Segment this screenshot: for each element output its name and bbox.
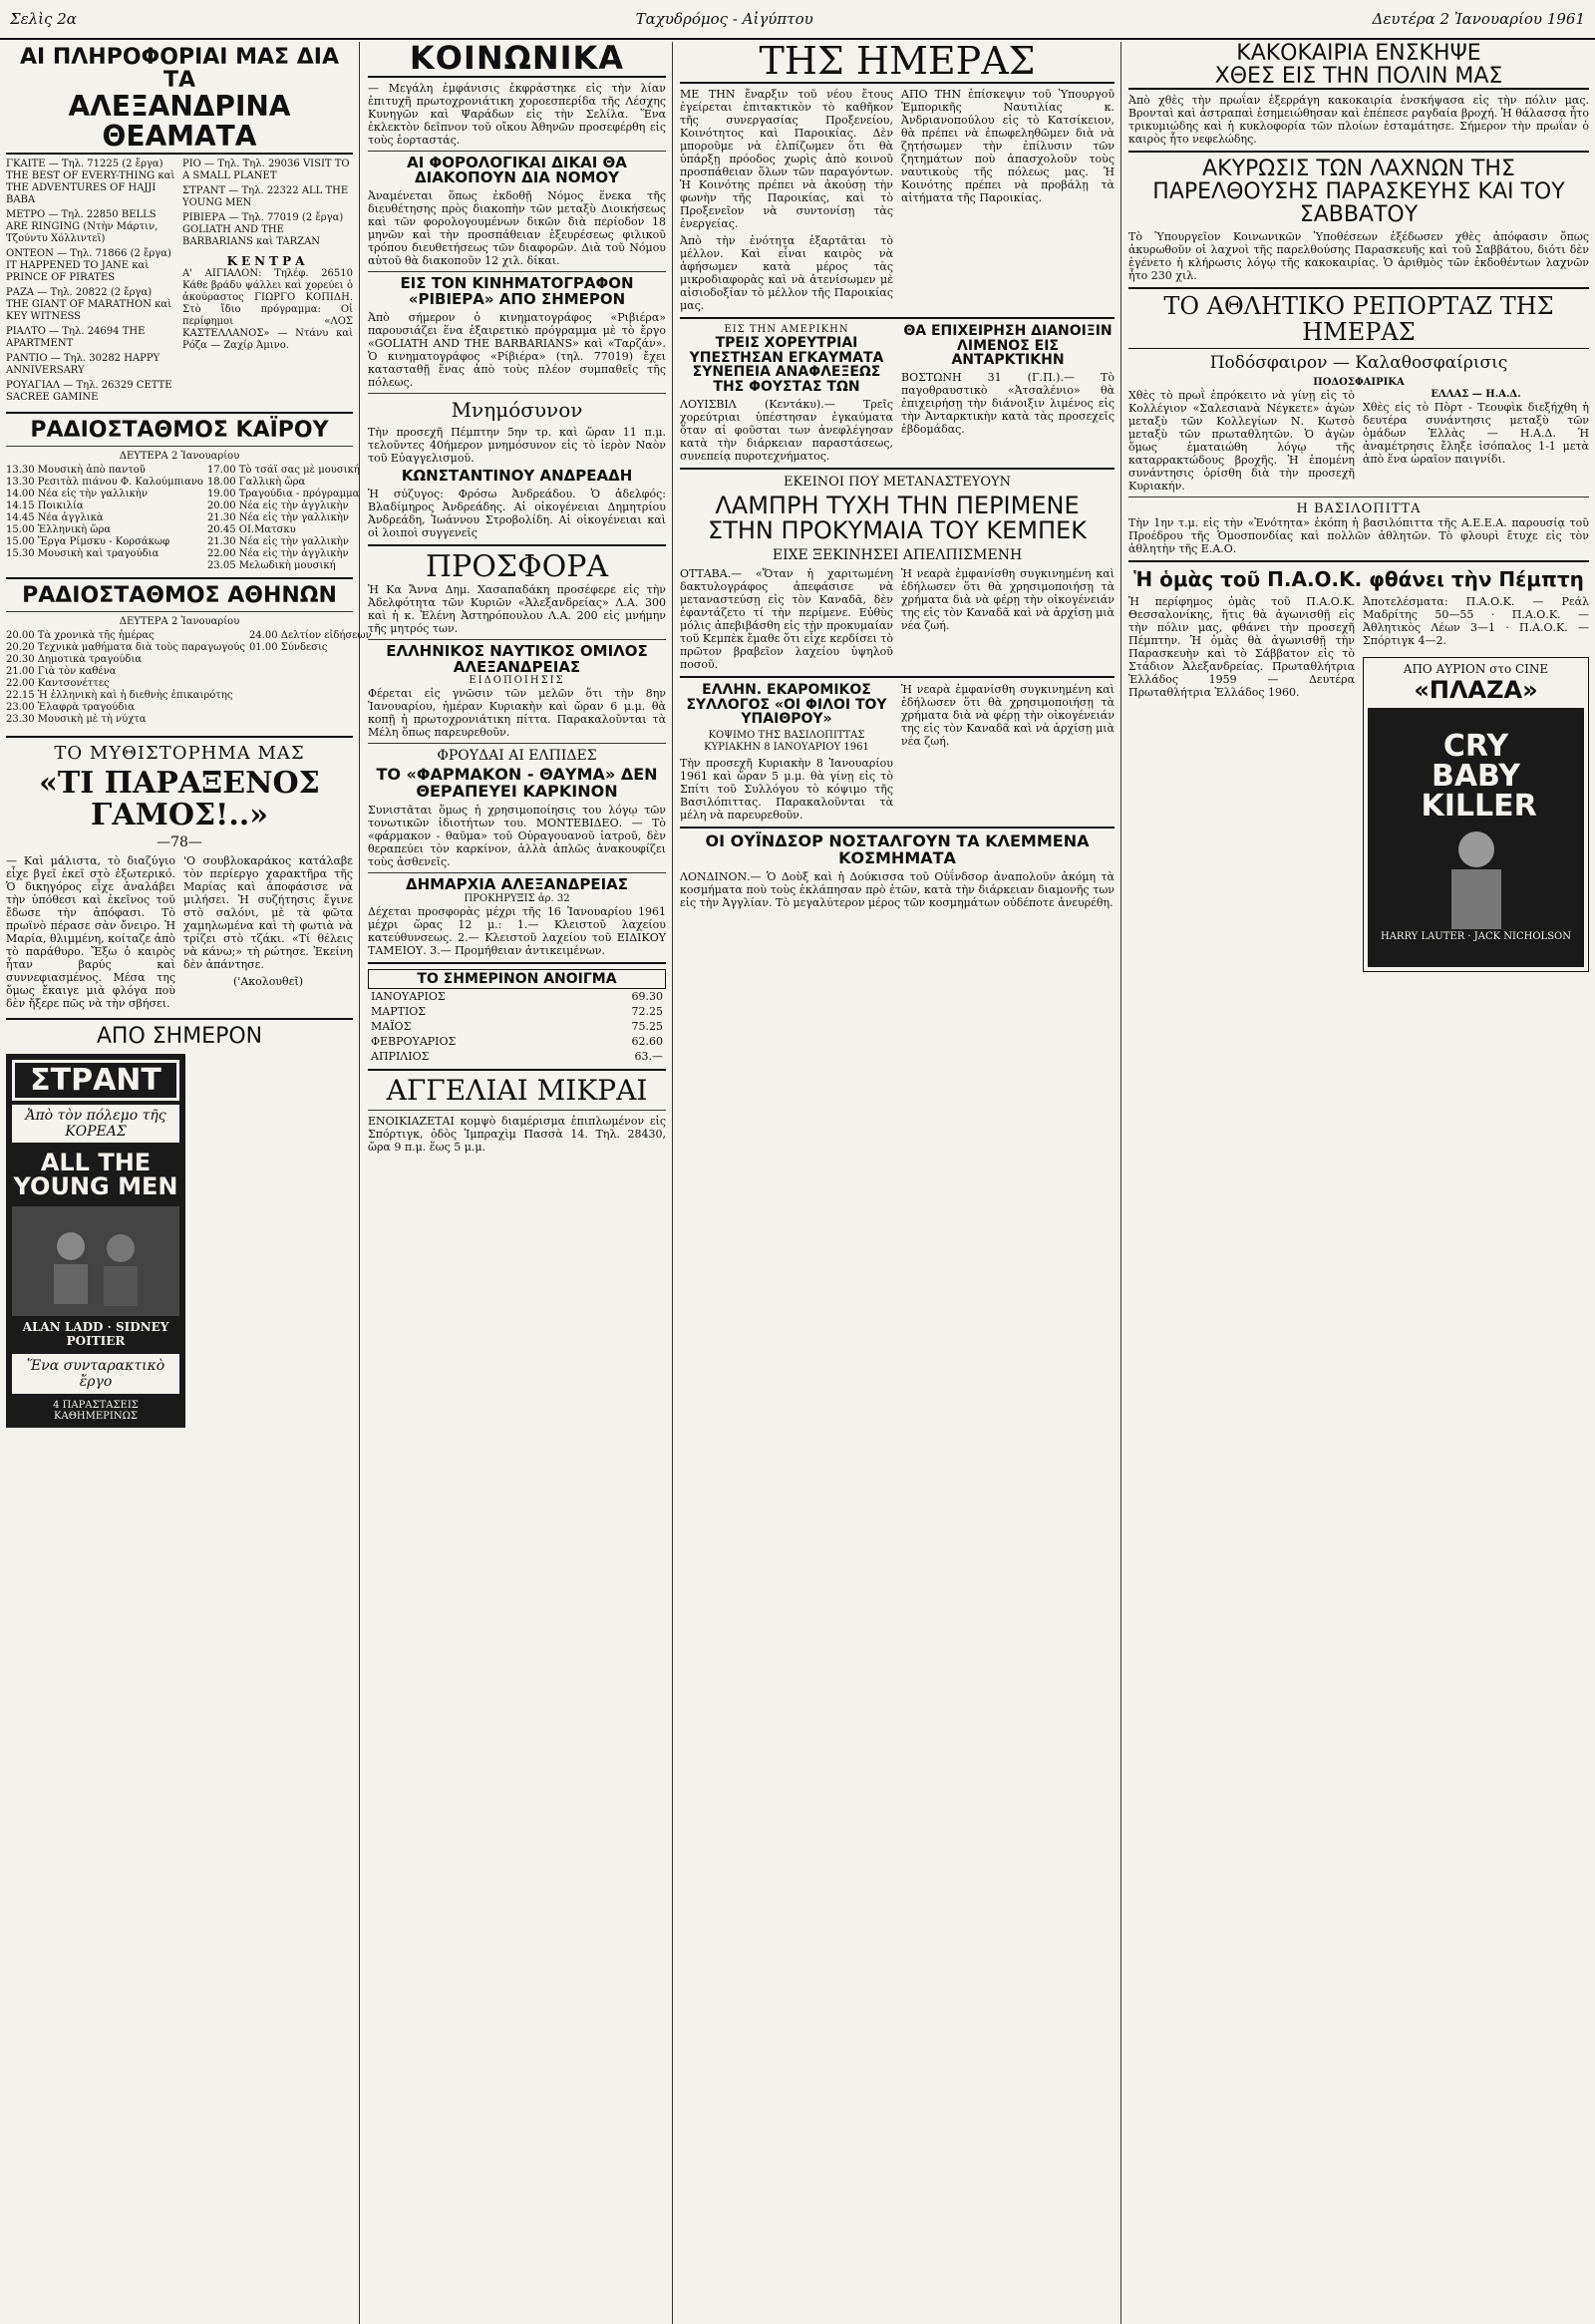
- table-row: ΜΑΪΟΣ 75.25: [371, 1020, 663, 1034]
- memorial-relatives: Ἡ σύζυγος: Φρόσω Ἀνδρεάδου. Ὁ ἀδελφός: Βλαδίμηρος Ἀνδρεάδης. Αἱ οἰκογένειαι Δημητρίου Ἀνδρεάδη, Ἰωάννου Στροβολίδη. Αἱ οἰκογένειαι καὶ οἱ λοιποὶ συγγενεῖς: [368, 488, 666, 540]
- schedule-item: 22.00 Καντσονέττες: [6, 678, 110, 690]
- novel-continued: ('Ακολουθεῖ): [233, 975, 303, 989]
- schedule-item: 21.30 Νέα εἰς τὴν γαλλικὴν: [206, 536, 349, 548]
- day-title: ΤΗΣ ΗΜΕΡΑΣ: [680, 42, 1115, 84]
- schedule-item: 19.00 Τραγούδια - πρόγραμμα: [206, 489, 360, 500]
- quebec-subhead: ΕΙΧΕ ΞΕΚΙΝΗΣΕΙ ΑΠΕΛΠΙΣΜΕΝΗ: [772, 547, 1023, 564]
- nautical-club-text: Φέρεται εἰς γνῶσιν τῶν μελῶν ὅτι τὴν 8ην Ἰανουαρίου, ἡμέραν Κυριακὴν καὶ ὥραν 6 μ.μ. θὰ κοπῇ ἡ πρωτοχρονιάτικη πίττα. Παρακαλοῦνται τὰ Μέλη ὅπως παρευρεθοῦν.: [368, 687, 666, 740]
- quebec-headline: ΛΑΜΠΡΗ ΤΥΧΗ ΤΗΝ ΠΕΡΙΜΕΝΕ ΣΤΗΝ ΠΡΟΚΥΜΑΙΑ ΤΟΥ ΚΕΜΠΕΚ: [708, 491, 1087, 544]
- theatres-title: ΑΛΕΞΑΝΔΡΙΝΑ ΘΕΑΜΑΤΑ: [6, 92, 353, 155]
- hopes-title: ΦΡΟΥΔΑΙ ΑΙ ΕΛΠΙΔΕΣ: [437, 748, 597, 765]
- schedule-item: 15.00 Ἑλληνικὴ ὥρα: [6, 524, 112, 536]
- offering-text: Ἡ Κα Ἄννα Δημ. Χασαπαδάκη προσέφερε εἰς τὴν Ἀδελφότητα τῶν Κυριῶν «Ἀλεξανδρείας» Λ.Α. 300 καὶ ἡ κ. Ἑλένη Ἀστηρόπουλου Λ.Α. 200 εἰς μνήμην τῆς μητρός των.: [368, 582, 666, 635]
- cinema-entry: ΓΚΑΙΤΕ — Τηλ. 71225 (2 ἔργα) THE BEST OF EVERY-THING καὶ THE ADVENTURES OF HAJJI BABA: [6, 158, 175, 205]
- radio-cairo-date: ΔΕΥΤΕΡΑ 2 Ἰανουαρίου: [119, 451, 240, 463]
- cinema-entry: ΡΙΟ — Τηλ. Τηλ. 29036 VISIT TO A SMALL PLANET: [182, 158, 350, 181]
- paok-results: Ἀποτελέσματα: Π.Α.Ο.Κ. — Ρεάλ Μαδρίτης 50—55 · Π.Α.Ο.Κ. — Ἀθλητικὸς Λέων 3—1 · Π.Α.Ο.Κ. — Σπόρτιγκ 4—2.: [1363, 594, 1589, 647]
- newspaper-name: Ταχυδρόμος - Αἰγύπτου: [635, 10, 813, 28]
- america-title: ΕΙΣ ΤΗΝ ΑΜΕΡΙΚΗΝ: [724, 323, 849, 335]
- lottery-text: Τὸ Ὑπουργεῖον Κοινωνικῶν Ὑποθέσεων ἐξέδωσεν χθὲς ἀπόφασιν ὅπως ἀκυρωθοῦν οἱ λαχνοὶ τῆς παρελθούσης Παρασκευῆς καὶ τοῦ Σαββάτου, διότι δὲν ἐγένετο ἡ κλήρωσις λόγῳ τῆς κακοκαιρίας. Ὁ ἀριθμὸς τῶν ἐκδοθέντων λαχνῶν ἦτο 230 χιλ.: [1128, 230, 1589, 283]
- cinema-entry: ΣΤΡΑΝΤ — Τηλ. 22322 ALL THE YOUNG MEN: [182, 184, 349, 208]
- schedule-item: 13.30 Μουσικὴ ἀπὸ παντοῦ: [6, 465, 146, 477]
- novel-text: — Καὶ μάλιστα, τὸ διαζύγιο εἶχε βγεῖ ἐκεῖ στὸ ἐξωτερικό. Ὁ δικηγόρος εἶχε ἀναλάβει τὴν ὑπόθεσι καὶ ἐκεῖνος τοῦ ἔδωσε τὴν ἀπόφασι. Τὸ πρωϊνὸ πέρασε σὰν ὄνειρο. Ἡ Μαρία, θλιμμένη, κοίταζε ἀπὸ τὸ παράθυρο. Ἔξω ὁ καιρὸς ἦταν βαρύς καὶ συννεφιασμένος. Μέσα της ὅμως ἔκαιγε μιὰ φλόγα ποὺ δὲν ἤξερε πῶς νὰ τὴν σβήσει.: [6, 854, 175, 1011]
- football-text: Χθὲς τὸ πρωῒ ἐπρόκειτο νὰ γίνῃ εἰς τὸ Κολλέγιον «Σαλεσιανὰ Νέγκετε» ἀγὼν μεταξὺ τῶν Κολλεγίων Ν. Κωτσὸ μεταξὺ τῶν πρωταθλητῶν. Ὁ ἀγὼν ὅμως ἐματαιώθη λόγῳ τῆς καταρρακτώδους βροχῆς. Ἡ ἑπομένη συνάντησις ὁρίσθη διὰ τὴν προσεχῆ Κυριακήν.: [1128, 388, 1355, 493]
- antarctic-headline: ΘΑ ΕΠΙΧΕΙΡΗΣΗ ΔΙΑΝΟΙΞΙΝ ΛΙΜΕΝΟΣ ΕΙΣ ΑΝΤΑΡΚΤΙΚΗΝ: [903, 322, 1113, 369]
- today-title: ΑΠΟ ΣΗΜΕΡΟΝ: [96, 1024, 263, 1050]
- schedule-item: 20.00 Τὰ χρονικὰ τῆς ἡμέρας: [6, 630, 155, 642]
- ad-tagline: Ἀπὸ τὸν πόλεμο τῆς ΚΟΡΕΑΣ: [12, 1105, 179, 1143]
- day-text-3: ΑΠΟ ΤΗΝ ἐπίσκεψιν τοῦ Ὑπουργοῦ Ἐμπορικῆς Ναυτιλίας κ. Ἀνδριανοπούλου εἰς τὸ Κατσίκειον, θὰ πρέπει νὰ ἐπωφεληθῶμεν διὰ νὰ ζητήσωμεν τὴν ἐπίλυσιν τῶν ζητημάτων ποὺ ἀπασχολοῦν τοὺς ναυτικοὺς τῆς πόλεως μας. Ἡ Κοινότης πρέπει νὰ προβάλῃ τὰ αἰτήματα τῆς Παροικίας.: [901, 87, 1115, 204]
- memorial-text: Τὴν προσεχῆ Πέμπτην 5ην τρ. καὶ ὥραν 11 π.μ. τελοῦντες 40ήμερον μνημόσυνον εἰς τὸ ἱερὸν Ναὸν τοῦ Εὐαγγελισμοῦ.: [368, 425, 666, 465]
- weather-text: Ἀπὸ χθὲς τὴν πρωΐαν ἐξερράγη κακοκαιρία ἐνσκήψασα εἰς τὴν πόλιν μας. Βρονταὶ καὶ ἀστραπαὶ ἐσημειώθησαν καὶ ἐπέπεσε ραγδαία βροχή. Ἡ θάλασσα ἦτο τρικυμιώδης καὶ ἡ κυκλοφορία τῶν πλοίων ἐσταμάτησε. Σήμερον τὴν πρωΐαν ὁ καιρὸς ἦτο νεφελώδης.: [1128, 94, 1589, 147]
- novel-text-2: 'Ο σουβλοκαράκος κατάλαβε τὸν περίεργο χαρακτῆρα τῆς Μαρίας καὶ ἀποφάσισε νὰ μιλήσει. Ἡ συζήτησις ἔγινε στὸ σαλόνι, μὲ τὰ φῶτα χαμηλωμένα καὶ τὴ φωτιὰ νὰ τρίζει στὸ τζάκι. «Τί θέλεις νὰ κάνω;» τὴ ρώτησε. Ἐκείνη δὲν ἀπάντησε.: [183, 854, 353, 972]
- club-subhead: ΚΟΨΙΜΟ ΤΗΣ ΒΑΣΙΛΟΠΙΤΤΑΣ ΚΥΡΙΑΚΗΝ 8 ΙΑΝΟΥΑΡΙΟΥ 1961: [704, 730, 869, 754]
- cinema-entry: ΡΑΖΑ — Τηλ. 20822 (2 ἔργα) THE GIANT OF MARATHON καὶ KEY WITNESS: [6, 286, 172, 322]
- riviera-text: Ἀπὸ σήμερον ὁ κινηματογράφος «Ριβιέρα» παρουσιάζει ἕνα ἐξαιρετικὸ πρόγραμμα μὲ τὸ ἔργο «GOLIATH AND THE BARBARIANS» καὶ «Ταρζάν». Ὁ κινηματογράφος «Ρίβιέρα» (τηλ. 77019) ἔχει κατασταθῇ ἕνας ἀπὸ τοὺς πλέον συμπαθεῖς τῆς πόλεως.: [368, 310, 666, 389]
- column-of-the-day: [674, 39, 1121, 2324]
- column-news-sports: [1122, 42, 1595, 2324]
- schedule-item: 22.00 Νέα εἰς τὴν ἀγγλικὴν: [206, 548, 349, 560]
- memorial-title: Μνημόσυνον: [451, 397, 583, 422]
- classifieds-title: ΑΓΓΕΛΙΑΙ ΜΙΚΡΑΙ: [386, 1074, 648, 1108]
- cinema-list-left: [6, 159, 176, 407]
- paok-headline: Ἡ ὁμὰς τοῦ Π.Α.Ο.Κ. φθάνει τὴν Πέμπτη: [1133, 566, 1584, 591]
- cine-plaza-ad: [1363, 657, 1589, 972]
- page-number: Σελὶς 2α: [10, 10, 77, 28]
- vasilopitta-title: Η ΒΑΣΙΛΟΠΙΤΤΑ: [1296, 500, 1422, 516]
- article-filler: Ἡ νεαρὰ ἐμφανίσθη συγκινημένη καὶ ἐδήλωσεν ὅτι θὰ χρησιμοποιήσῃ τὰ χρήματα διὰ νὰ φέρῃ τὴν οἰκογένειάν της εἰς τὸν Καναδᾶ καὶ νὰ ἀρχίσῃ μιὰ νέα ζωή.: [901, 683, 1115, 749]
- radio-cairo-right: [207, 465, 360, 572]
- schedule-item: 01.00 Σύνδεσις: [248, 642, 328, 654]
- club-headline: ΕΛΛΗΝ. ΕΚΑΡΟΜΙΚΟΣ ΣΥΛΛΟΓΟΣ «ΟΙ ΦΙΛΟΙ ΤΟΥ ΥΠΑΙΘΡΟΥ»: [686, 682, 887, 728]
- drug-title: ΤΟ «ΦΑΡΜΑΚΟΝ - ΘΑΥΜΑ» ΔΕΝ ΘΕΡΑΠΕΥΕΙ ΚΑΡΚΙΝΟΝ: [376, 765, 658, 802]
- radio-cairo-left: [6, 465, 203, 572]
- schedule-item: 21.30 Νέα εἰς τὴν γαλλικὴν: [206, 512, 349, 524]
- weather-title: ΚΑΚΟΚΑΙΡΙΑ ΕΝΣΚΗΨΕ: [1236, 41, 1481, 66]
- tax-title: ΑΙ ΦΟΡΟΛΟΓΙΚΑΙ ΔΙΚΑΙ ΘΑ ΔΙΑΚΟΠΟΥΝ ΔΙΑ ΝΟΜΟΥ: [407, 153, 627, 187]
- sports-title: ΤΟ ΑΘΛΗΤΙΚΟ ΡΕΠΟΡΤΑΖ ΤΗΣ ΗΜΕΡΑΣ: [1128, 294, 1589, 348]
- municipality-text: Δέχεται προσφορὰς μέχρι τῆς 16 Ἰανουαρίου 1961 μέχρι ὥρας 12 μ.: 1.— Κλειστοῦ λαχείου κατεύθυνσεως. 2.— Κλειστοῦ λαχείου τοῦ ΕΙΔΙΚΟΥ ΤΑΜΕΙΟΥ. 3.— Προμήθειαν ἀντικειμένων.: [368, 904, 666, 957]
- dancers-text: ΛΟΥΙΣΒΙΛ (Κεντάκυ).— Τρεῖς χορεύτριαι ὑπέστησαν ἐγκαύματα ὅταν αἱ φοῦσται των ἀνεφλέγησαν κατὰ τὴν διάρκειαν παραστάσεως, συνεπείᾳ πυροτεχνήματος.: [680, 397, 893, 463]
- day-text-2: Ἀπὸ τὴν ἑνότητα ἐξαρτᾶται τὸ μέλλον. Καὶ εἶναι καιρὸς νὰ ἀφήσωμεν κατὰ μέρος τὰς μικροδιαφορὰς καὶ νὰ ἀτενίσωμεν μὲ αἰσιοδοξίαν τὸ μέλλον τῆς Παροικίας μας.: [680, 233, 893, 312]
- municipality-sub: ΠΡΟΚΗΡΥΞΙΣ ἀρ. 32: [464, 892, 570, 904]
- table-row: ΑΠΡΙΛΙΟΣ 63.—: [371, 1050, 663, 1064]
- nautical-club-title: ΕΛΛΗΝΙΚΟΣ ΝΑΥΤΙΚΟΣ ΟΜΙΛΟΣ ΑΛΕΞΑΝΔΡΕΙΑΣ: [386, 641, 648, 676]
- schedule-item: 20.45 ΟΙ.Ματσκυ: [206, 524, 296, 536]
- schedule-item: 23.30 Μουσικὴ μὲ τὴ νύχτα: [6, 714, 147, 726]
- schedule-item: 22.15 Ἡ ἑλληνικὴ καὶ ἡ διεθνὴς ἐπικαιρότης: [6, 690, 233, 702]
- ad-shows: 4 ΠΑΡΑΣΤΑΣΕΙΣ ΚΑΘΗΜΕΡΙΝΩΣ: [53, 1400, 139, 1423]
- schedule-item: 21.00 Γιὰ τὸν καθένα: [6, 666, 117, 678]
- movie-ad-strand: [6, 1054, 185, 1428]
- sports-subtitle: Ποδόσφαιρον — Καλαθοσφαίρισις: [1209, 352, 1508, 373]
- tax-text: Ἀναμένεται ὅπως ἐκδοθῇ Νόμος ἕνεκα τῆς διευθέτησης πρὸς διακοπὴν τῶν μεταξὺ Διοικήσεως καὶ τῶν φορολογουμένων δικῶν διὰ περίοδον 18 μηνῶν καὶ τὴν προσπάθειαν ἐξευρέσεως φιλικοῦ τρόπου διευθετήσεως τῶν διαφορῶν. Διὰ τοῦ Νόμου αὐτοῦ θὰ διακοποῦν 12 χιλ. δίκαι.: [368, 189, 666, 268]
- cinema-entry: ΡΑΝΤΙΟ — Τηλ. 30282 HAPPY ANNIVERSARY: [6, 352, 160, 376]
- cotton-opening-title: ΤΟ ΣΗΜΕΡΙΝΟΝ ΑΝΟΙΓΜΑ: [368, 969, 666, 990]
- schedule-item: 17.00 Τὸ τσάϊ σας μὲ μουσική: [206, 465, 360, 477]
- quebec-text-2: Ἡ νεαρὰ ἐμφανίσθη συγκινημένη καὶ ἐδήλωσεν ὅτι θὰ χρησιμοποιήσῃ τὰ χρήματα διὰ νὰ φέρῃ τὴν οἰκογένειάν της εἰς τὸν Καναδᾶ καὶ νὰ ἀρχίσῃ μιὰ νέα ζωή.: [901, 567, 1115, 633]
- table-row: ΜΑΡΤΙΟΣ 72.25: [371, 1005, 663, 1019]
- cine-ad-name: «ΠΛΑΖΑ»: [1414, 675, 1538, 704]
- schedule-item: 14.45 Νέα ἀγγλικὰ: [6, 512, 104, 524]
- cine-ad-figure-icon: [1417, 822, 1536, 931]
- column-social: [362, 39, 673, 2324]
- kentra-title: ΚΕΝΤΡΑ: [226, 253, 309, 268]
- radio-athens-title: ΡΑΔΙΟΣΤΑΘΜΟΣ ΑΘΗΝΩΝ: [22, 583, 337, 609]
- football-section: ΠΟΔΟΣΦΑΙΡΙΚΑ: [1313, 376, 1405, 388]
- dancers-headline: ΤΡΕΙΣ ΧΟΡΕΥΤΡΙΑΙ ΥΠΕΣΤΗΣΑΝ ΕΓΚΑΥΜΑΤΑ ΣΥΝΕΠΕΙΑ ΑΝΑΦΛΕΞΕΩΣ ΤΗΣ ΦΟΥΣΤΑΣ ΤΩΝ: [689, 334, 884, 395]
- page-header: [0, 0, 1595, 40]
- cinema-entry: ΡΙΒΙΕΡΑ — Τηλ. 77019 (2 ἔργα) GOLIATH AND THE BARBARIANS καὶ TARZAN: [182, 211, 344, 247]
- schedule-item: 14.15 Ποικιλία: [6, 500, 84, 512]
- classified-ad: ΕΝΟΙΚΙΑΖΕΤΑΙ κομψὸ διαμέρισμα ἐπιπλωμένον εἰς Σπόρτιγκ, ὁδὸς Ἰμπραχὶμ Πασσὰ 14. Τηλ. 28430, ὥρα 9 π.μ. ἕως 5 μ.μ.: [368, 1114, 666, 1154]
- radio-athens-right: [249, 630, 372, 726]
- elas-text: Χθὲς εἰς τὸ Πὸρτ - Τεουφὶκ διεξήχθη ἡ δευτέρα συνάντησις μεταξὺ τῶν ὁμάδων Ἑλλὰς — Η.Α.Δ. Ἡ ἀναμέτρησις ἔληξε ἰσόπαλος 1-1 μετὰ ἀπὸ ἕνα ὡραῖον παιγνίδι.: [1363, 400, 1589, 466]
- schedule-item: 20.00 Νέα εἰς τὴν ἀγγλικὴν: [206, 500, 349, 512]
- schedule-item: 20.20 Τεχνικὰ μαθήματα διὰ τοὺς παραγωγούς: [6, 642, 245, 654]
- ad-photo: [12, 1206, 179, 1316]
- ad-cinema: ΣΤΡΑΝΤ: [12, 1060, 179, 1101]
- table-row: ΦΕΒΡΟΥΑΡΙΟΣ 62.60: [371, 1035, 663, 1049]
- antarctic-text: ΒΟΣΤΩΝΗ 31 (Γ.Π.).— Τὸ παγοθραυστικὸ «Ἀτσαλένιο» θὰ ἐπιχειρήσῃ τὴν διάνοιξιν λιμένος εἰς τὴν Ἀνταρκτικὴν κατὰ τὰς προσεχεῖς ἑβδομάδας.: [901, 370, 1115, 436]
- lottery-title: ΑΚΥΡΩΣΙΣ ΤΩΝ ΛΑΧΝΩΝ ΤΗΣ ΠΑΡΕΛΘΟΥΣΗΣ ΠΑΡΑΣΚΕΥΗΣ ΚΑΙ ΤΟΥ ΣΑΒΒΑΤΟΥ: [1152, 157, 1565, 228]
- social-title: ΚΟΙΝΩΝΙΚΑ: [368, 42, 666, 78]
- social-text: — Μεγάλη ἐμφάνισις ἐκφράστηκε εἰς τὴν λίαν ἐπιτυχῆ πρωτοχρονιάτικη χοροεσπερίδα τῆς Λέσχης Κυνηγῶν καὶ Ψαράδων εἰς τὴν Σελίλα. Ἕνα ἐκλεκτὸν δεῖπνον τοῦ οἴκου Ἀθηνῶν προσεφέρθη εἰς τοὺς ἑορταστάς.: [368, 81, 666, 147]
- kentra-text: Α' ΑΙΓΙΑΛΟΝ: Τηλέφ. 26510 Κάθε βράδυ ψάλλει καὶ χορεύει ὁ ἀκούραστος ΓΙΩΡΓΟ ΚΟΠΙΔΗ. Στὸ ἴδιο πρόγραμμα: Οἱ περίφημοι «ΛΟΣ ΚΑΣΤΕΛΛΑΝΟΣ» — Ντάνυ καὶ Ρόζα — Ζαχίρ Άμινο.: [182, 267, 353, 351]
- schedule-item: 23.05 Μελωδικὴ μουσική: [206, 560, 336, 572]
- cinema-entry: ΡΙΑΛΤΟ — Τηλ. 24694 THE APARTMENT: [6, 325, 146, 349]
- cinema-list-right: [182, 159, 353, 407]
- ad-stars: ALAN LADD · SIDNEY POITIER: [22, 1320, 169, 1349]
- quebec-text: ΟΤΤΑΒΑ.— «Ὅταν ἡ χαριτωμένη δακτυλογράφος ἀπεφάσισε νὰ μεταναστεύσῃ εἰς τὸν Καναδᾶ, δὲν ἐφαντάζετο τί τὴν περίμενε. Εὐθὺς μόλις ἀπεβιβάσθη εἰς τὴν προκυμαίαν τοῦ Κεμπὲκ ἔμαθε ὅτι εἶχε κερδίσει τὸ πρῶτον βραβεῖον λαχείου ὑψηλοῦ ποσοῦ.: [680, 567, 893, 672]
- cine-ad-stars: HARRY LAUTER · JACK NICHOLSON: [1380, 931, 1572, 943]
- schedule-item: 15.00 Ἔργα Ρίμσκυ - Κορσάκωφ: [6, 536, 170, 548]
- ad-movie-title: ALL THE YOUNG MEN: [13, 1149, 178, 1201]
- novel-part: —78—: [157, 834, 202, 851]
- riviera-title: ΕΙΣ ΤΟΝ ΚΙΝΗΜΑΤΟΓΡΑΦΟΝ «ΡΙΒΙΕΡΑ» ΑΠΟ ΣΗΜΕΡΟΝ: [400, 274, 634, 308]
- paok-text: Ἡ περίφημος ὁμὰς τοῦ Π.Α.Ο.Κ. Θεσσαλονίκης, ἥτις θὰ ἀγωνισθῇ εἰς τὴν πόλιν μας, φθάνει τὴν προσεχῆ Πέμπτην. Ἡ ὁμὰς θὰ ἀγωνισθῇ τὴν Παρασκευὴν καὶ τὸ Σάββατον εἰς τὸ Στάδιον Ἀλεξανδρείας. Πρωταθλήτρια Ἑλλάδος 1959 — Δευτέρα Πρωταθλήτρια Ἑλλάδος 1960.: [1128, 594, 1355, 699]
- issue-date: Δευτέρα 2 Ἰανουαρίου 1961: [1372, 10, 1585, 28]
- offering-title: ΠΡΟΣΦΟΡΑ: [425, 549, 609, 585]
- cinema-entry: ΜΕΤΡΟ — Τηλ. 22850 BELLS ARE RINGING (Ντὴν Μάρτιν, Τζούντυ Χόλλιντεϊ): [6, 208, 159, 244]
- schedule-item: 15.30 Μουσικὴ καὶ τραγούδια: [6, 548, 160, 560]
- cinema-entry: ΟΝΤΕΟΝ — Τηλ. 71866 (2 ἔργα) IT HAPPENED TO JANE καὶ PRINCE OF PIRATES: [6, 247, 171, 283]
- cinema-entry: ΡΟΥΑΓΙΑΛ — Τηλ. 26329 CETTE SACREE GAMINE: [6, 379, 172, 403]
- schedule-item: 23.00 Ἑλαφρὰ τραγούδια: [6, 702, 136, 714]
- elas-title: ΕΛΛΑΣ — Η.Α.Δ.: [1431, 388, 1521, 400]
- novel-section-title: ΤΟ ΜΥΘΙΣΤΟΡΗΜΑ ΜΑΣ: [54, 743, 305, 765]
- radio-athens-left: [6, 630, 245, 726]
- club-text: Τὴν προσεχῆ Κυριακὴν 8 Ἰανουαρίου 1961 καὶ ὥραν 5 μ.μ. θὰ γίνῃ εἰς τὸ Σπίτι τοῦ Συλλόγου τὸ κόψιμο τῆς Βασιλόπιττας. Παρακαλοῦνται τὰ μέλη νὰ παρευρεθοῦν.: [680, 757, 893, 823]
- weather-title-2: ΧΘΕΣ ΕΙΣ ΤΗΝ ΠΟΛΙΝ ΜΑΣ: [1128, 65, 1589, 90]
- schedule-item: 18.00 Γαλλικὴ ὥρα: [206, 477, 306, 489]
- day-text: ΜΕ ΤΗΝ ἔναρξιν τοῦ νέου ἔτους ἐγείρεται ἐπιτακτικὸν τὸ καθῆκον τῆς συνεργασίας Προξενείου, Κοινότητος καὶ Παροικίας. Δὲν μποροῦμε νὰ ἐλπίζωμεν ὅτι θὰ ὑπάρξῃ πρόοδος χωρὶς ἀπὸ κοινοῦ προσπάθειαν ὅλων τῶν παραγόντων. Ἡ Κοινότης πρέπει νὰ ἀκούσῃ τὴν φωνὴν τῆς Παροικίας, καὶ τὸ Προξενεῖον νὰ συντονίσῃ τὰς ἐνεργείας.: [680, 87, 893, 230]
- novel-title: «ΤΙ ΠΑΡΑΞΕΝΟΣ ΓΑΜΟΣ!..»: [39, 766, 320, 832]
- cine-ad-movie: CRY BABY KILLER: [1421, 729, 1537, 825]
- cine-ad-poster: [1368, 708, 1584, 967]
- ad-footer: Ἕνα συνταρακτικὸ ἔργο: [12, 1354, 179, 1394]
- memorial-name: ΚΩΝΣΤΑΝΤΙΝΟΥ ΑΝΔΡΕΑΔΗ: [401, 466, 633, 485]
- info-title: ΑΙ ΠΛΗΡΟΦΟΡΙΑΙ ΜΑΣ ΔΙΑ ΤΑ: [20, 45, 339, 94]
- radio-cairo-title: ΡΑΔΙΟΣΤΑΘΜΟΣ ΚΑΪΡΟΥ: [30, 417, 329, 443]
- windsor-text: ΛΟΝΔΙΝΟΝ.— Ὁ Δοὺξ καὶ ἡ Δούκισσα τοῦ Οὐΐνδσορ ἀναπολοῦν ἀκόμη τὰ κοσμήματα ποὺ τοὺς ἐκλάπησαν πρὸ ἐτῶν, κατὰ τὴν διάρκειαν διαμονῆς των εἰς τὴν Ἀγγλίαν. Τὸ μεγαλύτερον μέρος τῶν κοσμημάτων οὐδέποτε ἀνευρέθη.: [680, 869, 1115, 909]
- radio-athens-date: ΔΕΥΤΕΡΑ 2 Ἰανουαρίου: [119, 616, 240, 628]
- drug-text: Συνιστᾶται ὅμως ἡ χρησιμοποίησις του λόγῳ τῶν τονωτικῶν ἰδιοτήτων του. ΜΟΝΤΕΒΙΔΕΟ. — Τὸ «φάρμακον - θαῦμα» τοῦ Οὐραγουανοῦ ἰατροῦ, δὲν θεραπεύει τὸν καρκίνον, ἀλλὰ ἁπλῶς ἀνακουφίζει τοὺς ἀσθενεῖς.: [368, 803, 666, 868]
- column-entertainment: [0, 42, 372, 2324]
- schedule-item: 20.30 Δημοτικὰ τραγούδια: [6, 654, 143, 666]
- schedule-item: 24.00 Δελτίον εἰδήσεων: [248, 630, 372, 642]
- vasilopitta-text: Τὴν 1ην τ.μ. εἰς τὴν «Ἐνότητα» ἐκόπη ἡ βασιλόπιττα τῆς Α.Ε.Ε.Α. παρουσίᾳ τοῦ Προέδρου τῆς Ὁμοσπονδίας καὶ πολλῶν ἀθλητῶν. Τὸ φλουρὶ ἔτυχε εἰς τὸν ἀθλητὴν τῆς Ε.Α.Ο.: [1128, 515, 1589, 555]
- table-row: ΙΑΝΟΥΑΡΙΟΣ 69.30: [371, 990, 663, 1004]
- municipality-title: ΔΗΜΑΡΧΙΑ ΑΛΕΞΑΝΔΡΕΙΑΣ: [405, 874, 629, 893]
- windsor-headline: ΟΙ ΟΥΪΝΔΣΟΡ ΝΟΣΤΑΛΓΟΥΝ ΤΑ ΚΛΕΜΜΕΝΑ ΚΟΣΜΗΜΑΤΑ: [705, 831, 1090, 867]
- emigrants-kicker: ΕΚΕΙΝΟΙ ΠΟΥ ΜΕΤΑΝΑΣΤΕΥΟΥΝ: [783, 474, 1011, 490]
- cine-ad-title: ΑΠΟ ΑΥΡΙΟΝ στο CINE: [1403, 661, 1549, 676]
- schedule-item: 13.30 Ρεσιτὰλ πιάνου Φ. Καλούμπιανο: [6, 477, 203, 489]
- cotton-opening-table: [368, 989, 666, 1064]
- schedule-item: 14.00 Νέα εἰς τὴν γαλλικὴν: [6, 489, 148, 500]
- nautical-club-sub: ΕΙΔΟΠΟΙΗΣΙΣ: [469, 675, 565, 687]
